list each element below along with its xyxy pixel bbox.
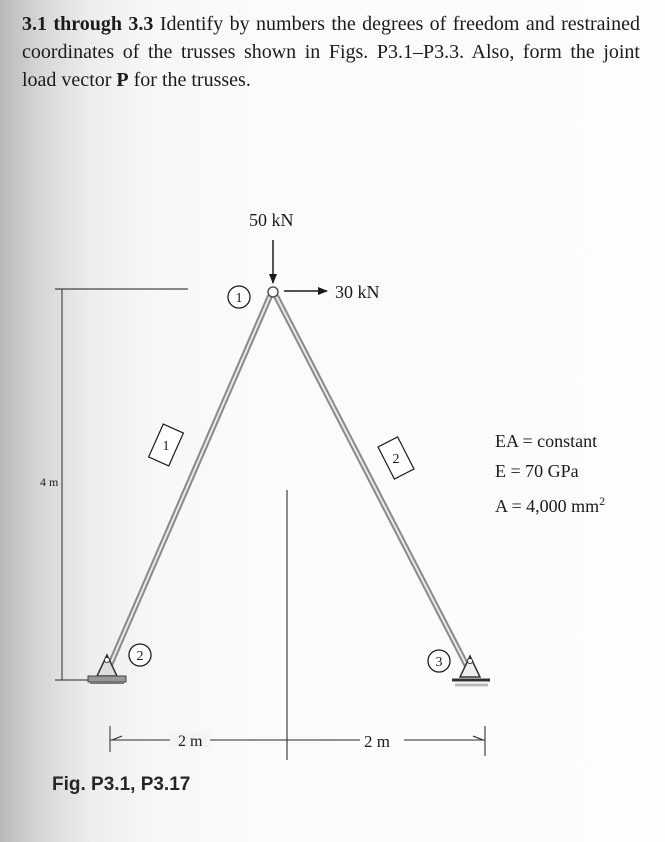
left-span-label: 2 m — [178, 733, 203, 750]
area-property-exponent: 2 — [599, 494, 606, 508]
problem-text-end: for the trusses. — [128, 69, 251, 91]
problem-number: 3.1 through 3.3 — [22, 13, 154, 35]
joint-2-number: 2 — [136, 649, 144, 664]
support-joint-2 — [88, 655, 126, 683]
joint-1-marker — [228, 286, 250, 308]
joint-3-marker — [428, 650, 450, 672]
member-2-number: 2 — [392, 452, 400, 467]
member-2 — [276, 296, 470, 672]
span-right-arrowhead — [473, 736, 483, 740]
problem-text: Identify by numbers the degrees of freedom and restrained coordinates of the trusses shown in Figs. P3.1–P3.3. Also, form the joint load vector — [22, 13, 640, 91]
right-span-label: 2 m — [364, 732, 390, 751]
joint-2-marker — [129, 644, 151, 666]
area-property — [495, 486, 605, 521]
height-dimension-label: 4 m — [40, 475, 59, 489]
member-1-marker — [149, 424, 184, 466]
joint-1-pin — [268, 287, 278, 297]
horizontal-load-label: 30 kN — [335, 282, 380, 302]
material-properties — [495, 426, 605, 521]
area-property-main: A = 4,000 mm — [495, 496, 600, 516]
vertical-load-label: 50 kN — [249, 210, 294, 230]
member-2-marker — [378, 437, 414, 479]
figure-caption: Fig. P3.1, P3.17 — [52, 774, 191, 795]
joint-1-number: 1 — [235, 291, 243, 306]
member-1 — [107, 296, 270, 672]
member-1-number: 1 — [162, 439, 170, 454]
span-left-arrowhead — [112, 736, 122, 740]
modulus-property: E = 70 GPa — [495, 461, 579, 481]
support-joint-3 — [452, 656, 490, 685]
joint-3-number: 3 — [435, 655, 443, 670]
ea-property: EA = constant — [495, 431, 598, 451]
load-vector-symbol: P — [116, 69, 129, 91]
